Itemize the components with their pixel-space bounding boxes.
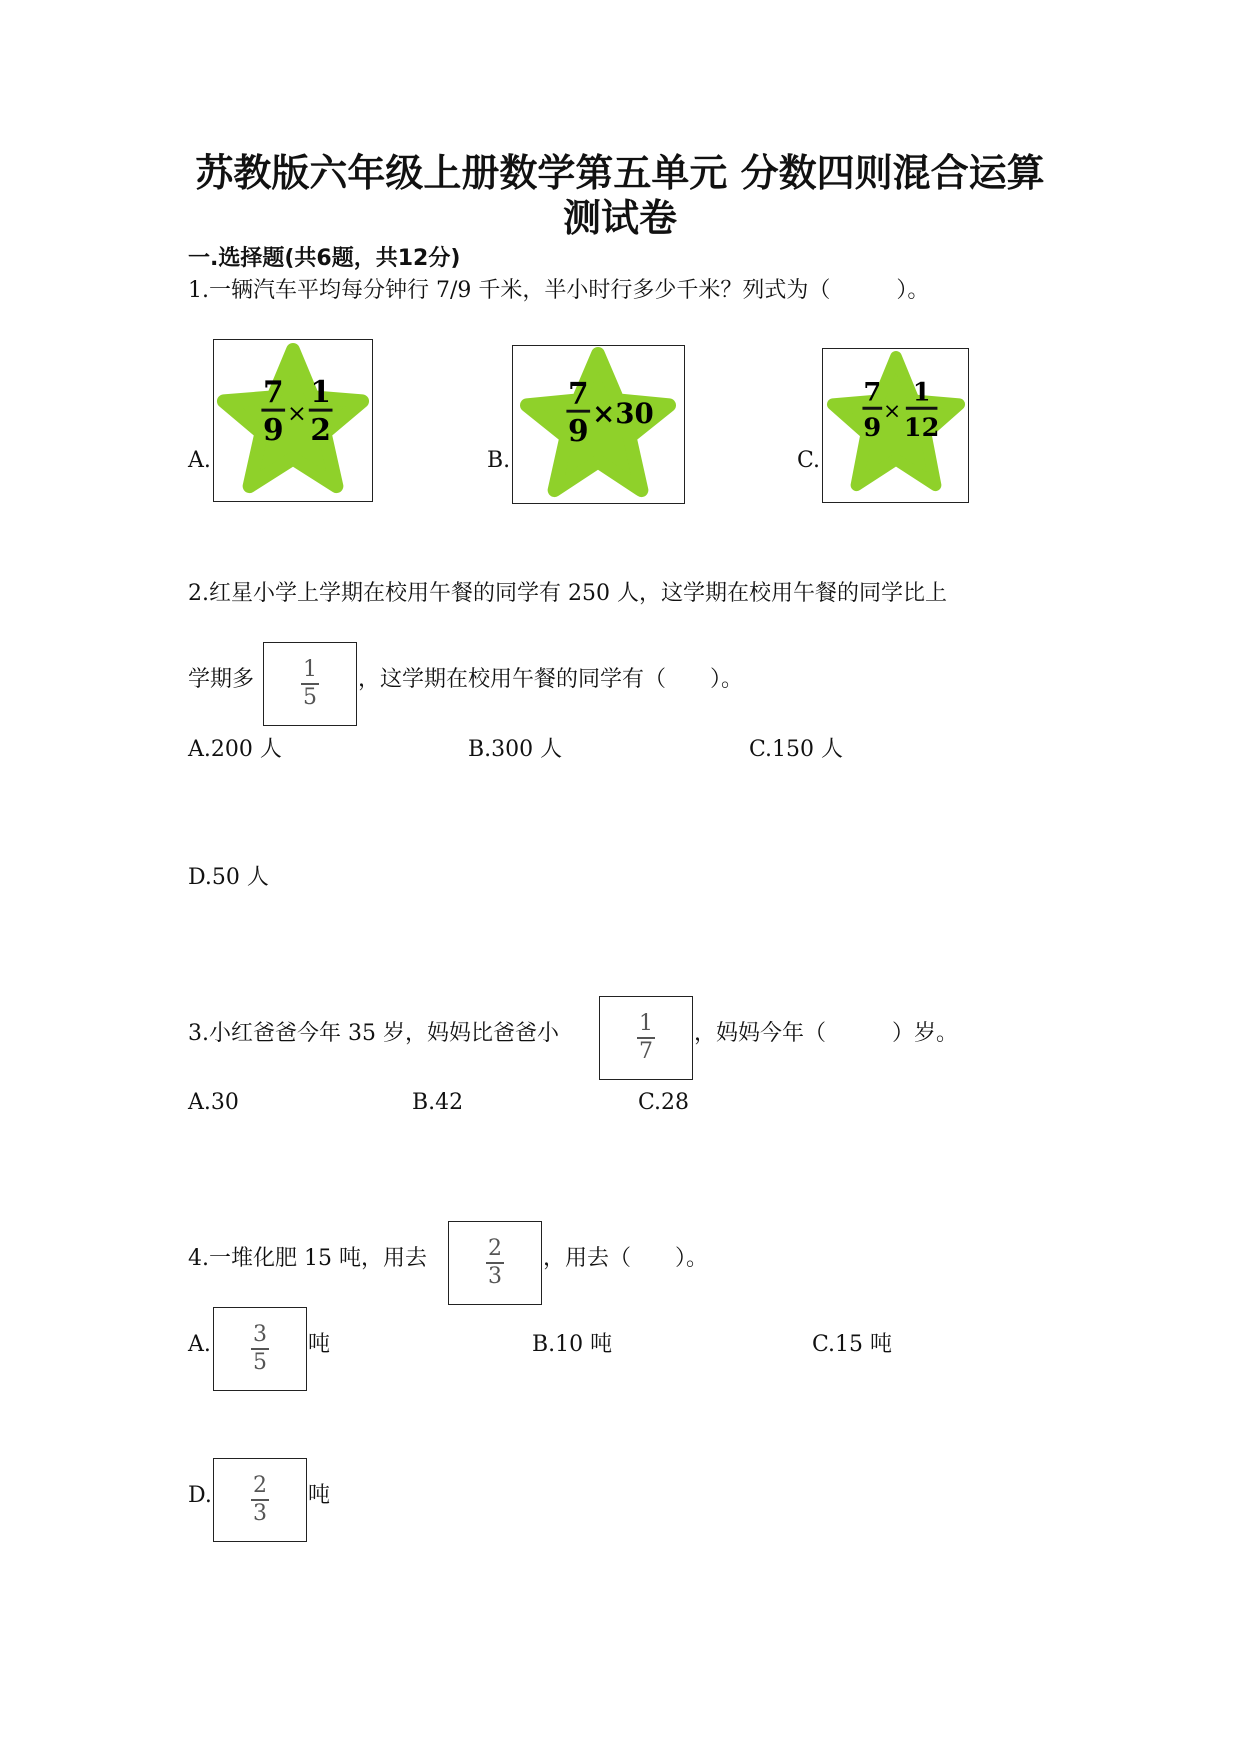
q4-option-a-label[interactable]: A. <box>188 1332 211 1357</box>
q4-option-c[interactable]: C.15 吨 <box>812 1332 893 1357</box>
q1-option-c-image[interactable] <box>822 348 969 503</box>
q2-option-a[interactable]: A.200 人 <box>188 737 282 762</box>
question-4-stem-before: 4.一堆化肥 15 吨，用去 <box>188 1246 427 1271</box>
question-2-stem-before: 学期多 <box>188 667 255 692</box>
q3-fraction-num: 1 <box>639 1011 653 1037</box>
q1a-left-den: 9 <box>262 411 284 447</box>
q4-option-d-fraction-box[interactable] <box>213 1458 307 1542</box>
q2-fraction-den: 5 <box>303 684 317 710</box>
q1b-left-den: 9 <box>567 412 589 448</box>
q1b-operator: ×30 <box>592 397 654 431</box>
q3-fraction-box <box>599 996 693 1080</box>
q4d-fraction-den: 3 <box>253 1500 267 1526</box>
q4-fraction-den: 3 <box>488 1263 502 1289</box>
question-4-stem-after: ，用去（ ）。 <box>543 1246 709 1271</box>
q1c-right-num: 1 <box>912 377 931 408</box>
question-3-stem-after: ，妈妈今年（ ）岁。 <box>694 1021 959 1046</box>
q1a-operator: × <box>287 398 307 427</box>
q1a-right-num: 1 <box>310 374 331 410</box>
section-heading: 一.选择题(共6题，共12分) <box>188 246 461 271</box>
question-2-stem-after: ，这学期在校用午餐的同学有（ ）。 <box>358 667 744 692</box>
q2-option-b[interactable]: B.300 人 <box>468 737 563 762</box>
star-card-b <box>513 346 684 503</box>
q1-option-b-label[interactable]: B. <box>487 448 511 473</box>
q4d-fraction <box>251 1475 269 1525</box>
question-3-stem-before: 3.小红爸爸今年 35 岁，妈妈比爸爸小 <box>188 1021 559 1046</box>
q1a-left-num: 7 <box>262 374 284 410</box>
q1-option-c-label[interactable]: C. <box>797 448 821 473</box>
q1-option-a-label[interactable]: A. <box>188 448 211 473</box>
q2-option-d[interactable]: D.50 人 <box>188 865 269 890</box>
q4-option-a-fraction-box[interactable] <box>213 1307 307 1391</box>
q3-option-a[interactable]: A.30 <box>188 1090 239 1115</box>
q4-fraction <box>486 1238 504 1288</box>
q3-fraction-den: 7 <box>639 1038 653 1064</box>
q4a-fraction-num: 3 <box>253 1322 267 1348</box>
q2-fraction-num: 1 <box>303 657 317 683</box>
q1c-left-num: 7 <box>863 377 882 408</box>
q4-option-d-label[interactable]: D. <box>188 1483 212 1508</box>
q4a-fraction <box>251 1324 269 1374</box>
page-title: 苏教版六年级上册数学第五单元 分数四则混合运算 <box>195 151 1045 195</box>
q4-fraction-num: 2 <box>488 1236 502 1262</box>
q1c-right-den: 12 <box>903 412 940 443</box>
q3-fraction <box>637 1013 655 1063</box>
q4a-fraction-den: 5 <box>253 1349 267 1375</box>
q2-fraction <box>301 659 319 709</box>
q4-option-a-unit: 吨 <box>308 1332 331 1357</box>
q2-option-c[interactable]: C.150 人 <box>749 737 844 762</box>
q4-fraction-box <box>448 1221 542 1305</box>
q3-option-b[interactable]: B.42 <box>412 1090 464 1115</box>
q3-option-c[interactable]: C.28 <box>638 1090 690 1115</box>
q4-option-d-unit: 吨 <box>308 1483 331 1508</box>
question-2-stem-line1: 2.红星小学上学期在校用午餐的同学有 250 人，这学期在校用午餐的同学比上 <box>188 581 947 606</box>
q1-option-a-image[interactable] <box>213 339 373 502</box>
q1c-operator: × <box>882 399 902 425</box>
page-title-line2: 测试卷 <box>562 196 677 240</box>
q1c-left-den: 9 <box>863 412 882 443</box>
question-1-stem: 1.一辆汽车平均每分钟行 7/9 千米，半小时行多少千米？列式为（ ）。 <box>188 278 930 303</box>
star-card-a <box>214 340 372 501</box>
star-card-c <box>823 349 968 502</box>
q1-option-b-image[interactable] <box>512 345 685 504</box>
q1a-right-den: 2 <box>310 411 331 447</box>
q1b-left-num: 7 <box>567 375 589 411</box>
q4d-fraction-num: 2 <box>253 1473 267 1499</box>
q2-fraction-box <box>263 642 357 726</box>
q4-option-b[interactable]: B.10 吨 <box>532 1332 613 1357</box>
